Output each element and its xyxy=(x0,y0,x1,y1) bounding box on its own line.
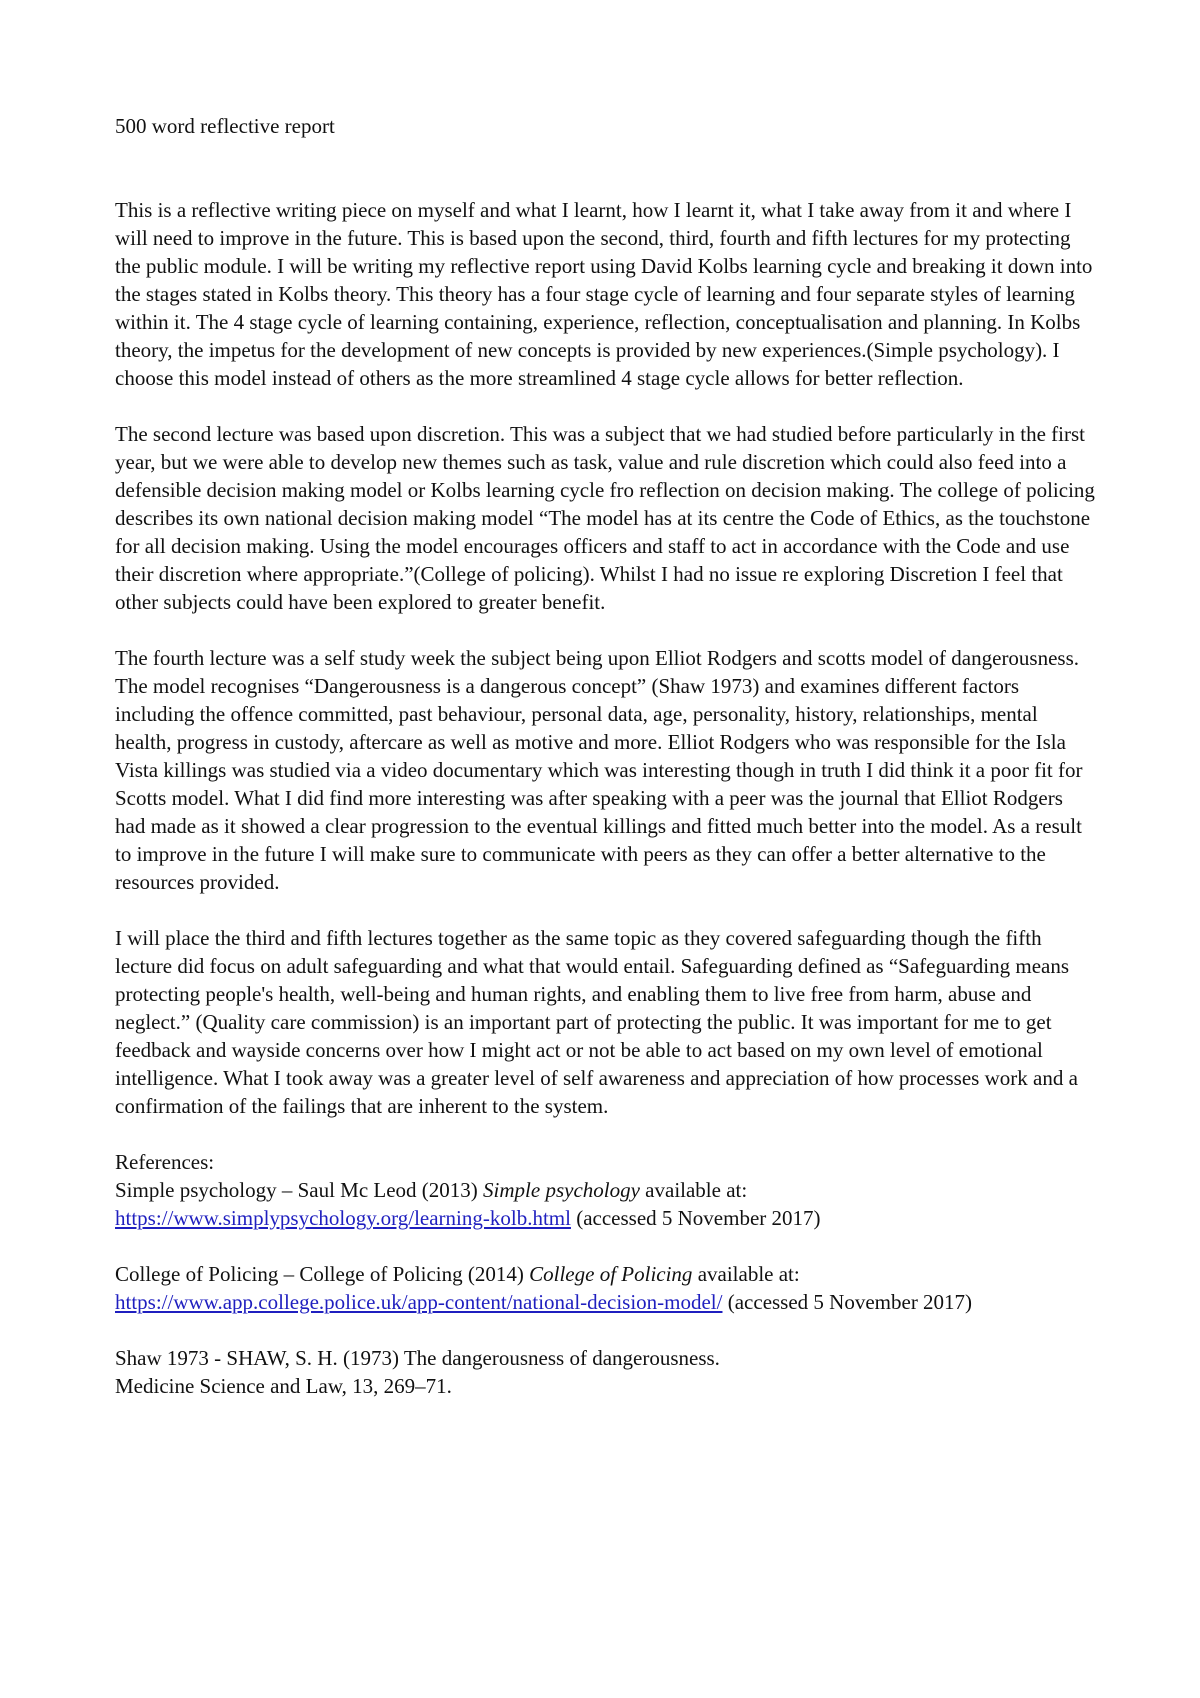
paragraph-safeguarding: I will place the third and fifth lectures together as the same topic as they covered safeguarding though the fifth lecture did focus on adult safeguarding and what that would entail. Safeguarding defined as “Safeguarding means protecting people's health, well-being and human rights, and enabling them to live free from harm, abuse and neglect.” (Quality care commission) is an important part of protecting the public. It was important for me to get feedback and wayside concerns over how I might act or not be able to act based on my own level of emotional intelligence. What I took away was a greater level of self awareness and appreciation of how processes work and a confirmation of the failings that are inherent to the system. xyxy=(115,926,1078,1118)
paragraph-intro: This is a reflective writing piece on myself and what I learnt, how I learnt it, what I take away from it and where I will need to improve in the future. This is based upon the second, third, fourth and fifth lectures for my protecting the public module. I will be writing my reflective report using David Kolbs learning cycle and breaking it down into the stages stated in Kolbs theory. This theory has a four stage cycle of learning and four separate styles of learning within it. The 4 stage cycle of learning containing, experience, reflection, conceptualisation and planning. In Kolbs theory, the impetus for the development of new concepts is provided by new experiences.(Simple psychology). I choose this model instead of others as the more streamlined 4 stage cycle allows for better reflection. xyxy=(115,198,1093,390)
paragraph-fourth-lecture: The fourth lecture was a self study week the subject being upon Elliot Rodgers and scotts model of dangerousness. The model recognises “Dangerousness is a dangerous concept” (Shaw 1973) and examines different factors including the offence committed, past behaviour, personal data, age, personality, history, relationships, mental health, progress in custody, aftercare as well as motive and more. Elliot Rodgers who was responsible for the Isla Vista killings was studied via a video documentary which was interesting though in truth I did think it a poor fit for Scotts model. What I did find more interesting was after speaking with a peer was the journal that Elliot Rodgers had made as it showed a clear progression to the eventual killings and fitted much better into the model. As a result to improve in the future I will make sure to communicate with peers as they can offer a better alternative to the resources provided. xyxy=(115,646,1083,894)
reference-lead: College of Policing – College of Policing (2014) xyxy=(115,1262,530,1286)
reference-lead: Simple psychology – Saul Mc Leod (2013) xyxy=(115,1178,484,1202)
reference-title: Simple psychology xyxy=(483,1178,640,1202)
reference-shaw xyxy=(115,1344,1095,1400)
reference-available: available at: xyxy=(639,1178,748,1202)
reference-available: available at: xyxy=(692,1262,800,1286)
document-body xyxy=(115,112,1095,1400)
reference-simple-psychology xyxy=(115,1176,1095,1232)
reference-shaw-line1: Shaw 1973 - SHAW, S. H. (1973) The dangerousness of dangerousness. xyxy=(115,1346,720,1370)
reference-shaw-line2: Medicine Science and Law, 13, 269–71. xyxy=(115,1374,452,1398)
reference-accessed: (accessed 5 November 2017) xyxy=(722,1290,973,1314)
reference-college-of-policing xyxy=(115,1260,1095,1316)
document-title: 500 word reflective report xyxy=(115,114,335,138)
reference-accessed: (accessed 5 November 2017) xyxy=(570,1206,821,1230)
references-heading: References: xyxy=(115,1150,215,1174)
reference-title: College of Policing xyxy=(529,1262,693,1286)
paragraph-second-lecture: The second lecture was based upon discretion. This was a subject that we had studied before particularly in the first year, but we were able to develop new themes such as task, value and rule discretion which could also feed into a defensible decision making model or Kolbs learning cycle fro reflection on decision making. The college of policing describes its own national decision making model “The model has at its centre the Code of Ethics, as the touchstone for all decision making. Using the model encourages officers and staff to act in accordance with the Code and use their discretion where appropriate.”(College of policing). Whilst I had no issue re exploring Discretion I feel that other subjects could have been explored to greater benefit. xyxy=(115,422,1095,614)
reference-link[interactable]: https://www.app.college.police.uk/app-content/national-decision-model/ xyxy=(115,1290,723,1314)
reference-link[interactable]: https://www.simplypsychology.org/learning-kolb.html xyxy=(115,1206,571,1230)
